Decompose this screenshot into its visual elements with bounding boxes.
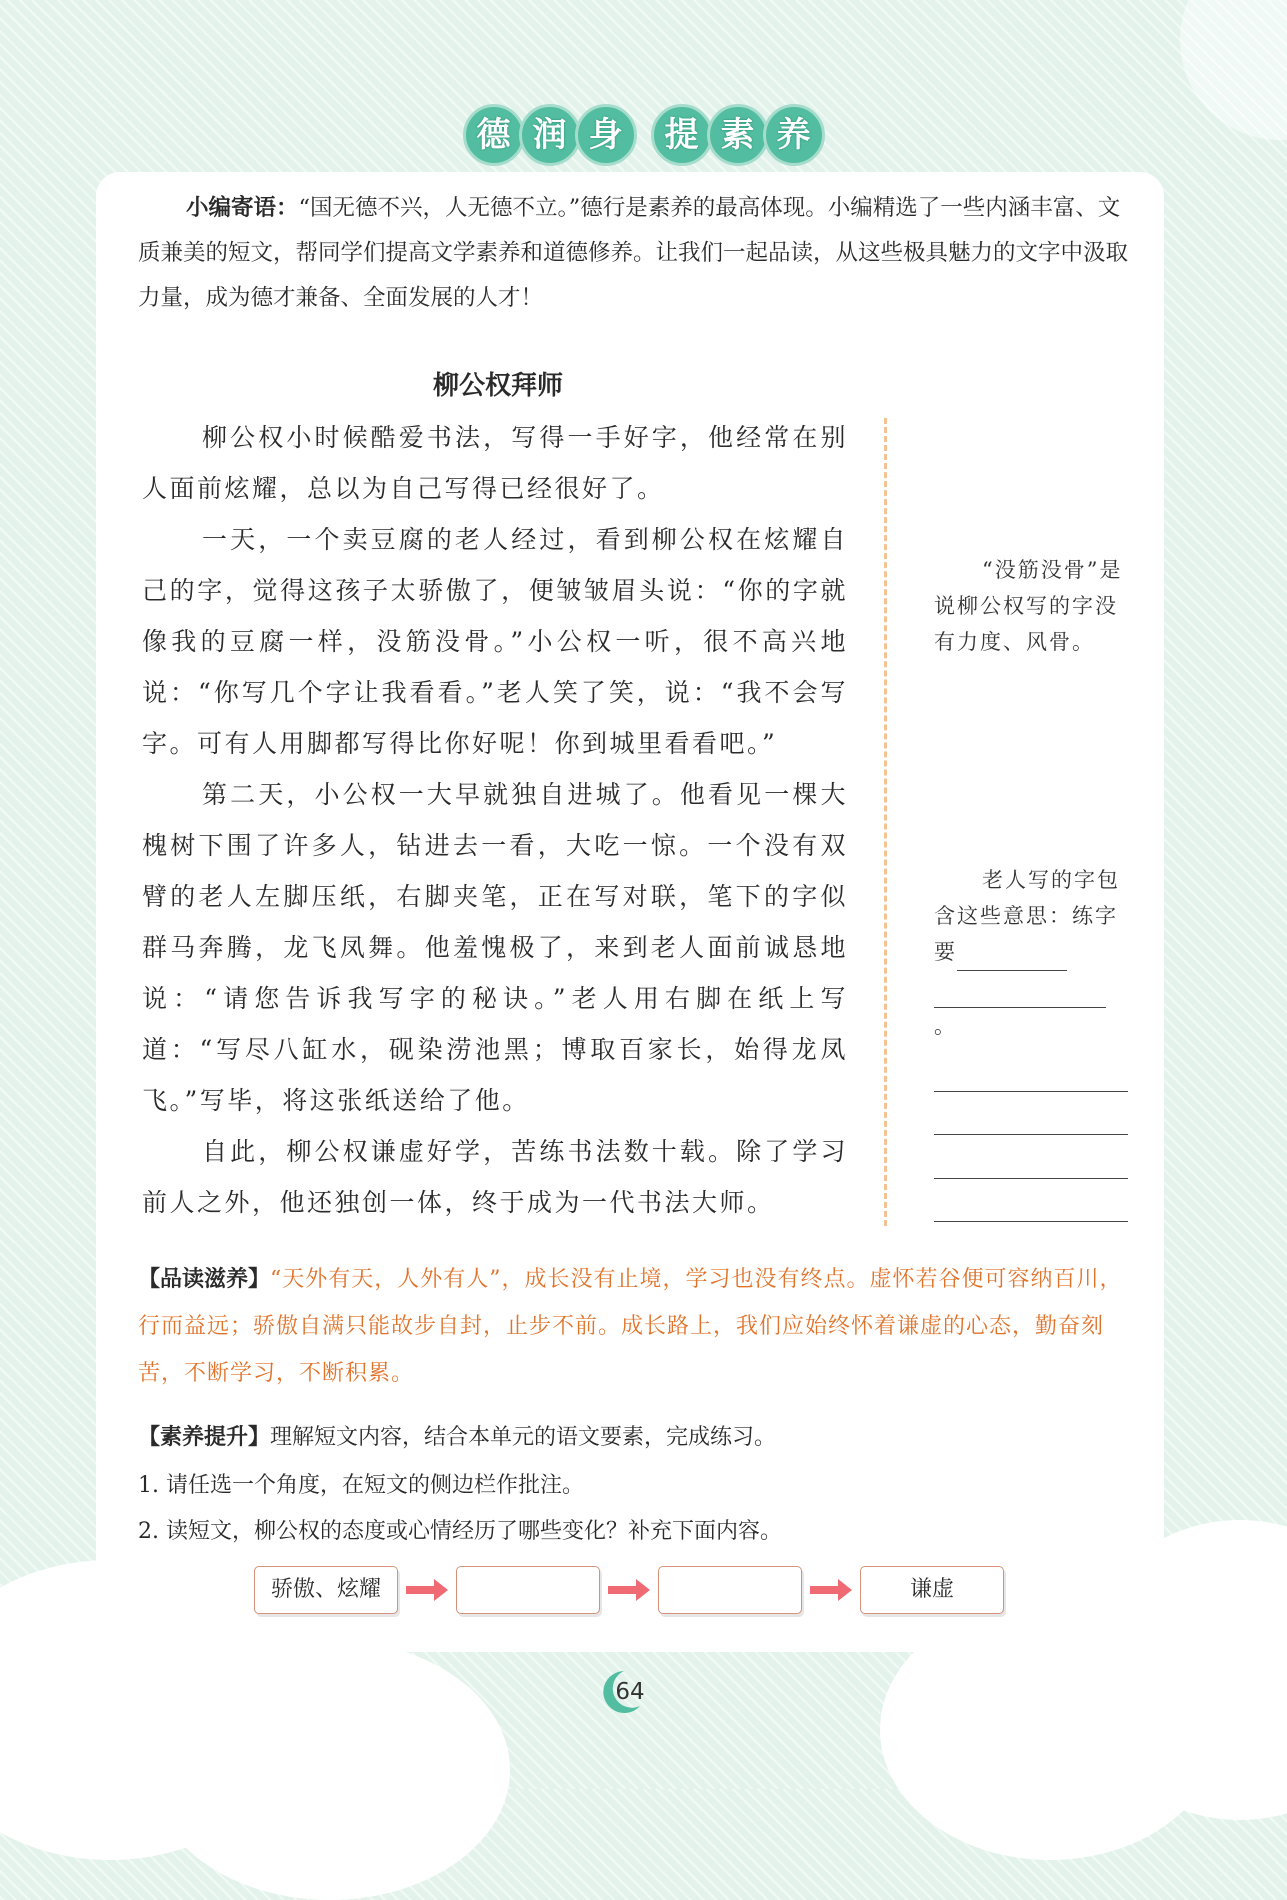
banner-char: 润 — [519, 104, 581, 166]
banner-char: 德 — [463, 104, 525, 166]
story-paragraph: 自此，柳公权谦虚好学，苦练书法数十载。除了学习前人之外，他还独创一体，终于成为一代书法大师。 — [142, 1137, 848, 1217]
sidebar-note-2-text: 老人写的字包含这些意思：练字要 — [934, 868, 1120, 964]
arrow-right-icon — [404, 1576, 450, 1604]
story-paragraph: 柳公权小时候酷爱书法，写得一手好字，他经常在别人面前炫耀，总以为自己写得已经很好了。 — [142, 423, 848, 503]
exercise-question-2: 2. 读短文，柳公权的态度或心情经历了哪些变化？补充下面内容。 — [138, 1519, 782, 1544]
annotation-line[interactable] — [934, 1091, 1128, 1092]
sidebar-period: 。 — [934, 1014, 957, 1038]
annotation-line[interactable] — [934, 1178, 1128, 1179]
editor-note-label: 小编寄语： — [186, 195, 299, 221]
page-number: 64 — [615, 1679, 645, 1705]
section-banner — [0, 104, 1287, 166]
flow-box-blank-2[interactable] — [658, 1566, 802, 1614]
reflection-label: 【品读滋养】 — [138, 1267, 271, 1292]
annotation-line[interactable] — [934, 1221, 1128, 1222]
sidebar-divider — [884, 418, 887, 1226]
flow-box-blank-1[interactable] — [456, 1566, 600, 1614]
flow-box-start: 骄傲、炫耀 — [254, 1566, 398, 1614]
banner-char: 养 — [763, 104, 825, 166]
arrow-right-icon — [606, 1576, 652, 1604]
sidebar-note-2 — [934, 862, 1128, 1044]
banner-char: 提 — [651, 104, 713, 166]
story-title: 柳公权拜师 — [432, 371, 563, 401]
reflection-text: “天外有天，人外有人”，成长没有止境，学习也没有终点。虚怀若谷便可容纳百川，行而益远；骄傲自满只能故步自封，止步不前。成长路上，我们应始终怀着谦虚的心态，勤奋刻苦，不断学习，不断积累。 — [138, 1267, 1123, 1386]
cloud-decoration — [150, 1640, 510, 1900]
flow-box-end: 谦虚 — [860, 1566, 1004, 1614]
story-body — [142, 412, 848, 1228]
banner-char: 素 — [707, 104, 769, 166]
answer-blank[interactable] — [934, 971, 1106, 1008]
answer-blank[interactable] — [957, 934, 1067, 971]
exercise-question-1: 1. 请任选一个角度，在短文的侧边栏作批注。 — [138, 1473, 584, 1498]
editor-note-text: “国无德不兴，人无德不立。”德行是素养的最高体现。小编精选了一些内涵丰富、文质兼美的短文，帮同学们提高文学素养和道德修养。让我们一起品读，从这些极具魅力的文字中汲取力量，成为德才兼备、全面发展的人才！ — [138, 195, 1129, 311]
exercise-label: 【素养提升】 — [138, 1425, 271, 1450]
reading-reflection — [138, 1256, 1128, 1397]
exercise-intro — [138, 1422, 1128, 1454]
sidebar-note-1: “没筋没骨”是说柳公权写的字没有力度、风骨。 — [934, 558, 1123, 654]
story-paragraph: 第二天，小公权一大早就独自进城了。他看见一棵大槐树下围了许多人，钻进去一看，大吃一惊。一个没有双臂的老人左脚压纸，右脚夹笔，正在写对联，笔下的字似群马奔腾，龙飞凤舞。他羞愧极了，来到老人面前诚恳地说：“请您告诉我写字的秘诀。”老人用右脚在纸上写道：“写尽八缸水，砚染涝池黑；博取百家长，始得龙凤飞。”写毕，将这张纸送给了他。 — [142, 780, 848, 1115]
arrow-right-icon — [808, 1576, 854, 1604]
editor-note — [138, 186, 1128, 321]
banner-char: 身 — [575, 104, 637, 166]
annotation-line[interactable] — [934, 1134, 1128, 1135]
story-paragraph: 一天，一个卖豆腐的老人经过，看到柳公权在炫耀自己的字，觉得这孩子太骄傲了，便皱皱眉头说：“你的字就像我的豆腐一样，没筋没骨。”小公权一听，很不高兴地说：“你写几个字让我看看。”老人笑了笑，说：“我不会写字。可有人用脚都写得比你好呢！你到城里看看吧。” — [142, 525, 848, 758]
exercise-text: 理解短文内容，结合本单元的语文要素，完成练习。 — [270, 1425, 777, 1450]
